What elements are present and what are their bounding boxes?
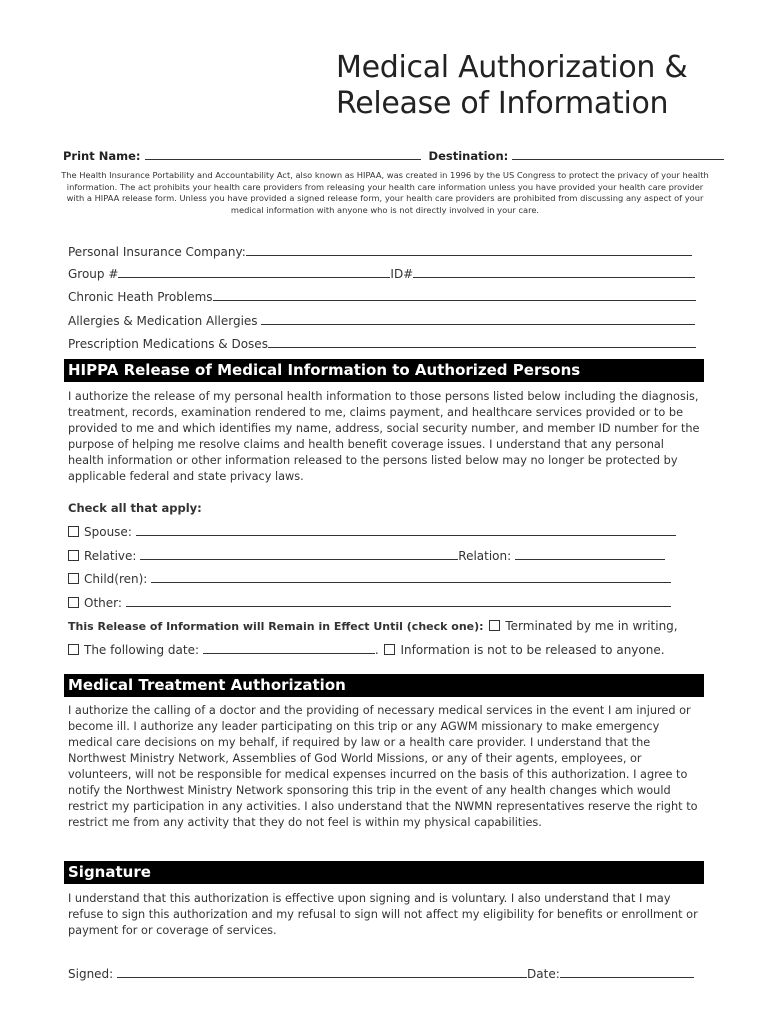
spouse-checkbox[interactable] [68,526,79,537]
prescriptions-row [68,336,696,351]
prescriptions-field[interactable] [268,336,696,348]
spouse-label: Spouse: [84,525,132,539]
children-row [68,571,671,586]
treatment-heading: Medical Treatment Authorization [64,674,704,697]
signed-label: Signed: [68,967,114,981]
relation-label: Relation: [458,549,512,563]
page-title [336,50,687,122]
other-checkbox[interactable] [68,597,79,608]
other-field[interactable] [126,595,671,607]
signed-field[interactable] [117,966,527,978]
following-date-row: The following date: . Information is not to be released to anyone. [68,642,665,657]
hipaa-intro-text: The Health Insurance Portability and Accountability Act, also known as HIPAA, was created in 1996 by the US Congress to protect the privacy of your health information. The act prohibits your health care providers from releasing your health care information unless you have provided your health care provider with a HIPAA release form. Unless you have provided a signed release form, your health care providers are prohibited from discussing any aspect of your medical information with anyone who is not directly involved in your care. [61,170,709,215]
chronic-field[interactable] [213,289,696,301]
spouse-field[interactable] [136,524,676,536]
following-date-checkbox[interactable] [68,644,79,655]
insurance-company-label: Personal Insurance Company: [68,245,246,259]
relation-field[interactable] [515,548,665,560]
relative-field[interactable] [140,548,458,560]
remain-label: This Release of Information will Remain in Effect Until (check one): [68,620,484,633]
prescriptions-label: Prescription Medications & Doses [68,337,268,351]
spouse-row [68,524,676,539]
relative-row [68,548,665,563]
following-date-label: The following date: [84,643,199,657]
insurance-company-row [68,244,692,259]
relative-label: Relative: [84,549,137,563]
chronic-label: Chronic Heath Problems [68,290,213,304]
allergies-field[interactable] [261,313,695,325]
not-released-checkbox[interactable] [384,644,395,655]
children-field[interactable] [151,571,671,583]
print-name-label: Print Name: [63,149,141,163]
print-name-row [63,148,724,163]
hippa-heading: HIPPA Release of Medical Information to Authorized Persons [64,359,704,382]
destination-label: Destination: [428,149,509,163]
date-label: Date: [527,967,560,981]
release-duration-row [68,619,678,633]
allergies-row [68,313,695,328]
other-row [68,595,671,610]
signed-row [68,966,694,981]
destination-field[interactable] [512,148,724,160]
chronic-row [68,289,696,304]
terminated-checkbox[interactable] [489,620,500,631]
title-line-1: Medical Authorization & [336,50,688,85]
id-field[interactable] [413,266,695,278]
not-released-label: Information is not to be released to anyone. [400,643,665,657]
terminated-label: Terminated by me in writing, [505,619,678,633]
following-date-field[interactable] [203,642,375,654]
other-label: Other: [84,596,122,610]
date-field[interactable] [560,966,694,978]
children-label: Child(ren): [84,572,148,586]
group-label: Group # [68,267,119,281]
insurance-company-field[interactable] [246,244,692,256]
hippa-paragraph: I authorize the release of my personal health information to those persons listed below including the diagnosis, treatment, records, examination rendered to me, claims payment, and healthcare services provided or to be provided to me and which identifies my name, address, social security number, and member ID number for the purpose of helping me resolve claims and health benefit coverage issues. I understand that any personal health information or other information released to the persons listed below may no longer be protected by applicable federal and state privacy laws. [68,390,700,483]
group-field[interactable] [118,266,390,278]
relative-checkbox[interactable] [68,550,79,561]
allergies-label: Allergies & Medication Allergies [68,314,258,328]
signature-heading: Signature [64,861,704,884]
treatment-paragraph: I authorize the calling of a doctor and the providing of necessary medical services in the event I am injured or become ill. I authorize any leader participating on this trip or any AGWM missionary to make emergency medical care decisions on my behalf, if required by law or a health care provider. I understand that the Northwest Ministry Network, Assemblies of God World Missions, or any of their agents, employees, or volunteers, will not be responsible for medical expenses incurred on the basis of this authorization. I agree to notify the Northwest Ministry Network sponsoring this trip in the event of any health changes which would restrict my participation in any activities. I also understand that the NWMN representatives reserve the right to restrict me from any activity that they do not feel is within my physical capabilities. [68,704,698,829]
id-label: ID# [390,267,414,281]
print-name-field[interactable] [145,148,421,160]
group-id-row [68,266,695,281]
check-all-label: Check all that apply: [68,501,202,515]
children-checkbox[interactable] [68,573,79,584]
title-line-2: Release of Information [336,86,669,121]
signature-paragraph: I understand that this authorization is effective upon signing and is voluntary. I also understand that I may refuse to sign this authorization and my refusal to sign will not affect my eligibility for benefits or enrollment or payment for or coverage of services. [68,892,698,937]
